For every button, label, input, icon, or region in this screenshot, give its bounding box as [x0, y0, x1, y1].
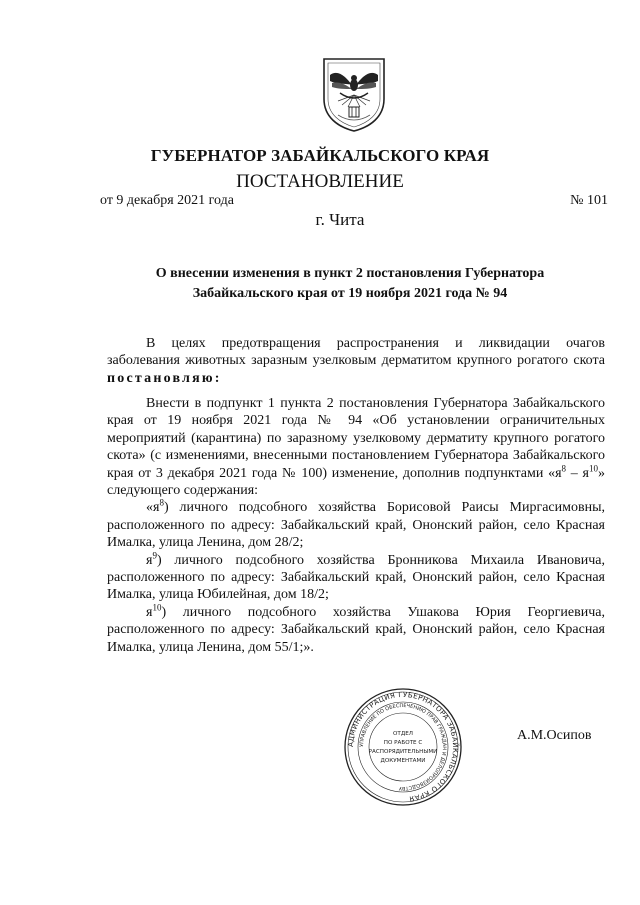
item-text: ) личного подсобного хозяйства Ушакова Юрия Георгиевича, расположенного по адресу: Забайкальский край, Ононский район, село Красная Ималка, улица Ленина, дом 55/1;».: [107, 604, 605, 655]
subject-line-2: Забайкальского края от 19 ноября 2021 года № 94: [192, 286, 508, 301]
item-prefix: я: [146, 604, 153, 620]
seal-center-line: ОТДЕЛ: [393, 731, 413, 737]
item-prefix: «я: [146, 500, 160, 516]
preamble-text: В целях предотвращения распространения и ликвидации очагов заболевания животных заразным узелковым дерматитом крупного рогатого скота: [107, 336, 605, 369]
coat-of-arms-icon: [316, 55, 392, 133]
operative-paragraph: [107, 395, 605, 656]
document-type: ПОСТАНОВЛЕНИЕ: [236, 171, 404, 192]
document-subject: [130, 264, 570, 304]
svg-text:УПРАВЛЕНИЕ ПО ОБЕСПЕЧЕНИЮ ПРАВ: [359, 703, 447, 791]
resolution-keyword: постановляю:: [107, 370, 222, 386]
item-sup: 10: [152, 602, 162, 613]
seal-ring-text: АДМИНИСТРАЦИЯ ГУБЕРНАТОРА ЗАБАЙКАЛЬСКОГО КРАЯ: [346, 690, 460, 803]
operative-sup-a: 8: [561, 462, 567, 473]
operative-text-c: » следующего содержания:: [107, 465, 605, 499]
document-city: г. Чита: [315, 210, 365, 229]
operative-text-b: – я: [566, 465, 589, 481]
preamble-paragraph: [107, 335, 605, 387]
item-prefix: я: [146, 552, 153, 568]
item-text: ) личного подсобного хозяйства Бронникова Михаила Ивановича, расположенного по адресу: Забайкальский край, Ононский район, село Красная Ималка, улица Юбилейная, дом 18/2;: [107, 552, 605, 603]
item-sup: 9: [152, 550, 157, 560]
seal-center-line: РАСПОРЯДИТЕЛЬНЫМИ: [368, 749, 438, 755]
operative-sup-b: 10: [589, 462, 598, 473]
item-text: ) личного подсобного хозяйства Борисовой Раисы Миргасимовны, расположенного по адресу: Забайкальский край, Ононский район, село Красная Ималка, улица Ленина, дом 28/2;: [107, 500, 605, 551]
list-item: [107, 499, 605, 551]
subject-line-1: О внесении изменения в пункт 2 постановления Губернатора: [155, 266, 545, 281]
item-sup: 8: [159, 497, 164, 508]
seal-center-line: ДОКУМЕНТАМИ: [380, 758, 426, 764]
operative-text-a: Внести в подпункт 1 пункта 2 постановления Губернатора Забайкальского края от 19 ноября 2021 года № 94 «Об установлении ограничительных мероприятий (карантина) по заразному узелковому дерматиту крупного рогатого скота» (с изменениями, внесенными постановлением Губернатора Забайкальского края от 3 декабря 2021 года № 100) изменение, дополнив подпунктами «я: [107, 396, 605, 481]
document-date: от 9 декабря 2021 года: [100, 193, 234, 208]
issuer-title: ГУБЕРНАТОР ЗАБАЙКАЛЬСКОГО КРАЯ: [150, 146, 490, 165]
seal-inner-ring-text: УПРАВЛЕНИЕ ПО ОБЕСПЕЧЕНИЮ ПРАВ ГРАЖДАН И ДЕЛОПРОИЗВОДСТВУ: [358, 702, 448, 792]
document-number: № 101: [570, 193, 608, 208]
official-seal-icon: [342, 686, 464, 808]
signatory-name: А.М.Осипов: [517, 728, 592, 743]
list-item: [107, 552, 605, 604]
list-item: [107, 604, 605, 656]
seal-center-line: ПО РАБОТЕ С: [383, 740, 423, 746]
